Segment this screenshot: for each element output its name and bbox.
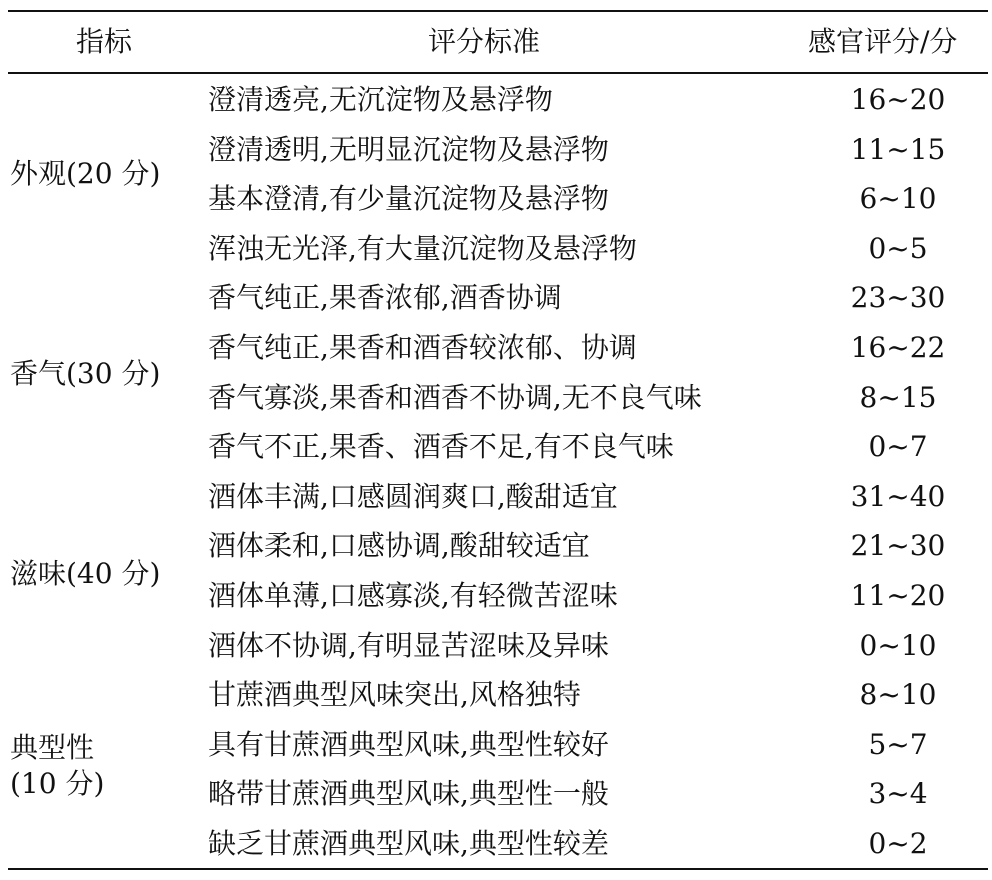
criteria-column [208,82,808,876]
score-cell: 23~30 [850,281,946,315]
score-cell: 16~20 [850,83,946,116]
score-cell: 8~10 [859,678,937,712]
score-cell: 0~2 [868,826,928,860]
group-label-typicality-line1: 典型性 [10,731,95,764]
criteria-cell: 酒体不协调,有明显苦涩味及异味 [208,628,609,662]
criteria-cell: 香气纯正,果香和酒香较浓郁、协调 [208,330,637,364]
criteria-cell: 酒体单薄,口感寡淡,有轻微苦涩味 [208,578,618,612]
criteria-cell: 澄清透明,无明显沉淀物及悬浮物 [208,132,609,166]
score-cell: 0~5 [868,231,928,265]
group-label-taste: 滋味(40 分) [10,557,161,590]
score-cell: 11~20 [850,578,946,612]
criteria-cell: 香气寡淡,果香和酒香不协调,无不良气味 [208,380,702,414]
group-label-typicality [10,730,104,802]
header-score: 感官评分/分 [808,25,958,58]
header-rule [8,72,988,74]
criteria-cell: 甘蔗酒典型风味突出,风格独特 [208,678,581,712]
criteria-cell: 基本澄清,有少量沉淀物及悬浮物 [208,182,609,216]
group-label-typicality-line2: (10 分) [10,767,105,800]
score-cell: 6~10 [859,182,937,216]
group-label-appearance: 外观(20 分) [10,157,161,190]
score-cell: 3~4 [868,777,928,811]
criteria-cell: 略带甘蔗酒典型风味,典型性一般 [208,777,609,811]
score-cell: 0~7 [868,430,928,464]
bottom-rule [8,868,988,870]
criteria-cell: 酒体丰满,口感圆润爽口,酸甜适宜 [208,479,618,513]
score-cell: 16~22 [850,330,946,364]
score-cell: 5~7 [868,727,928,761]
criteria-cell: 香气不正,果香、酒香不足,有不良气味 [208,430,674,464]
top-rule [8,10,988,12]
score-column [818,82,978,876]
header-indicator: 指标 [76,25,133,58]
criteria-cell: 浑浊无光泽,有大量沉淀物及悬浮物 [208,231,637,265]
score-cell: 8~15 [859,380,937,414]
criteria-cell: 澄清透亮,无沉淀物及悬浮物 [208,83,553,116]
score-cell: 21~30 [850,529,946,563]
criteria-cell: 香气纯正,果香浓郁,酒香协调 [208,281,562,315]
score-cell: 31~40 [850,479,946,513]
criteria-cell: 缺乏甘蔗酒典型风味,典型性较差 [208,826,609,860]
criteria-cell: 酒体柔和,口感协调,酸甜较适宜 [208,529,590,563]
criteria-cell: 具有甘蔗酒典型风味,典型性较好 [208,727,609,761]
group-label-aroma: 香气(30 分) [10,357,161,390]
header-criteria: 评分标准 [428,25,541,58]
score-cell: 0~10 [859,628,937,662]
score-cell: 11~15 [850,132,946,166]
